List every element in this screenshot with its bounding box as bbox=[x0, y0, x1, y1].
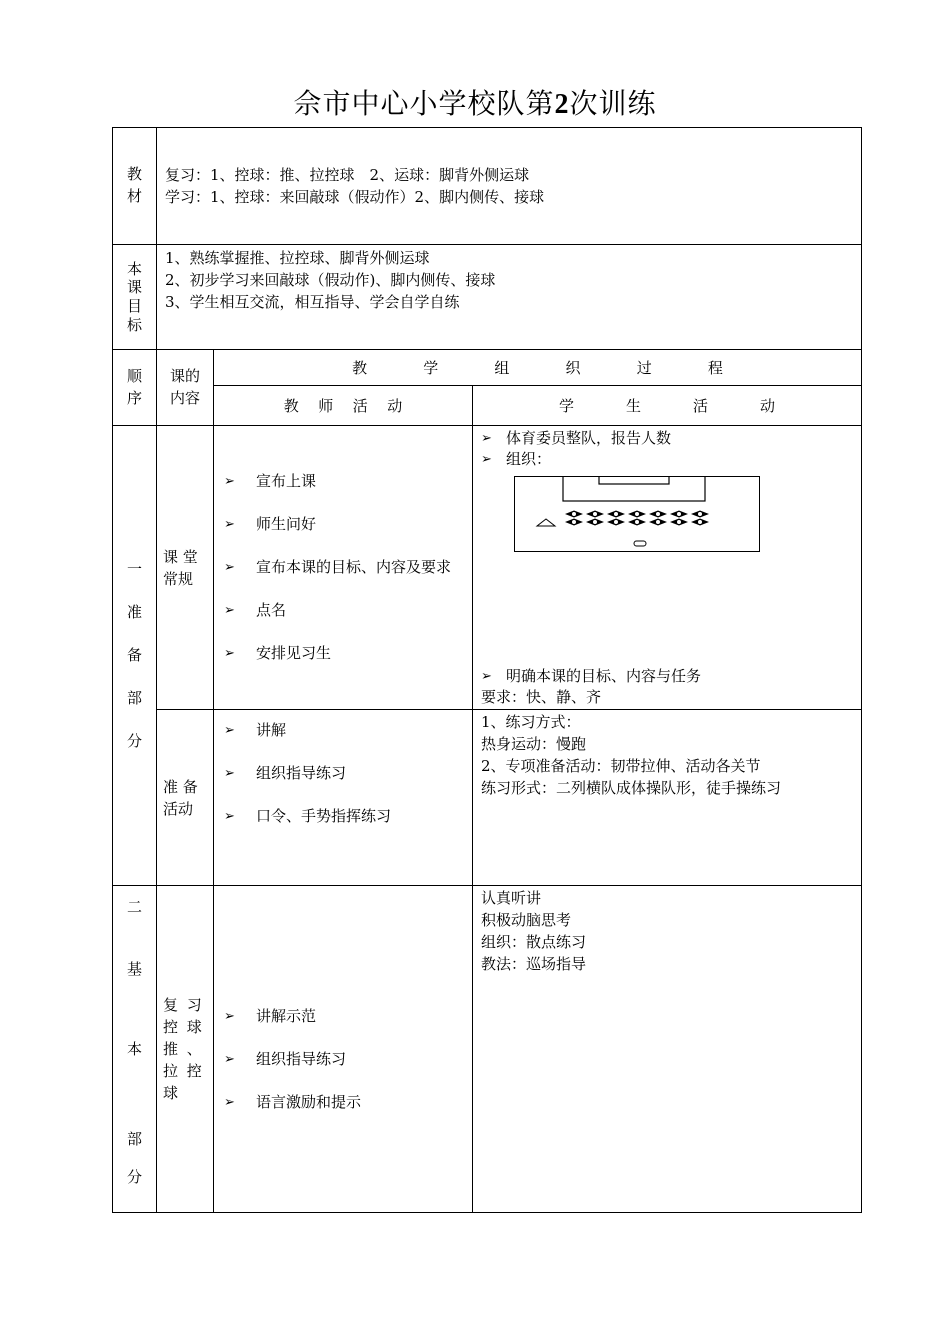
student-header-char: 动 bbox=[759, 397, 775, 415]
goal-item: 3、学生相互交流，相互指导、学会自学自练 bbox=[165, 293, 460, 311]
routine-row bbox=[113, 426, 862, 710]
textbook-label bbox=[113, 128, 157, 245]
player-center bbox=[593, 520, 597, 524]
warmup-student bbox=[473, 710, 862, 886]
teacher-item: ➢ 宣布本课的目标、内容及要求 bbox=[224, 558, 452, 576]
player-center bbox=[614, 520, 618, 524]
arrowhead-bullet-icon: ➢ bbox=[224, 646, 235, 661]
teacher-header-char: 师 bbox=[318, 397, 334, 415]
review-name bbox=[157, 886, 214, 1213]
arrowhead-bullet-icon: ➢ bbox=[481, 431, 492, 446]
part-label-char: 一 bbox=[126, 560, 142, 578]
arrowhead-bullet-icon: ➢ bbox=[224, 1051, 235, 1067]
part-label-char: 本 bbox=[126, 1040, 142, 1058]
ball-icon bbox=[634, 541, 646, 546]
order-header bbox=[113, 350, 157, 426]
routine-name: 课 堂 常规 bbox=[157, 426, 214, 710]
goals-row bbox=[113, 245, 862, 350]
arrowhead-bullet-icon: ➢ bbox=[224, 603, 235, 618]
teacher-item: ➢ 讲解 bbox=[224, 721, 287, 739]
process-header-char: 过 bbox=[636, 359, 652, 377]
basic-part-label bbox=[113, 886, 157, 1213]
content-header-line: 课的 bbox=[169, 366, 200, 385]
arrowhead-bullet-icon: ➢ bbox=[224, 560, 235, 575]
arrowhead-bullet-icon: ➢ bbox=[481, 669, 492, 684]
warmup-teacher bbox=[214, 710, 473, 886]
player-center bbox=[656, 512, 660, 516]
content-header bbox=[157, 350, 214, 426]
requirement-text: 要求：快、静、齐 bbox=[481, 688, 602, 706]
student-item: ➢ 组织： bbox=[481, 450, 552, 468]
part-label-char: 备 bbox=[126, 646, 142, 664]
process-header-char: 织 bbox=[565, 359, 581, 377]
student-line: 认真听讲 bbox=[481, 889, 542, 907]
page-title: 佘市中心小学校队第2次训练 bbox=[293, 87, 657, 120]
lesson-plan-table bbox=[112, 127, 862, 1213]
student-line: 1、练习方式： bbox=[481, 713, 581, 731]
arrowhead-bullet-icon: ➢ bbox=[224, 517, 235, 532]
textbook-row bbox=[113, 128, 862, 245]
teacher-item: ➢ 安排见习生 bbox=[224, 644, 332, 662]
content-header-line: 内容 bbox=[169, 388, 200, 407]
teacher-header-char: 活 bbox=[352, 397, 368, 415]
part-label-char: 分 bbox=[126, 732, 142, 750]
student-line: 教法：巡场指导 bbox=[481, 955, 587, 973]
process-header-char: 程 bbox=[707, 359, 723, 377]
textbook-label-char: 教 bbox=[126, 165, 142, 184]
review-name-line: 推 、 bbox=[163, 1040, 204, 1058]
player-center bbox=[572, 512, 576, 516]
arrowhead-bullet-icon: ➢ bbox=[224, 723, 235, 738]
player-center bbox=[572, 520, 576, 524]
teacher-item: ➢ 讲解示范 bbox=[224, 1006, 317, 1025]
teacher-item: ➢ 组织指导练习 bbox=[224, 764, 347, 782]
student-header-char: 活 bbox=[692, 397, 708, 415]
player-center bbox=[698, 512, 702, 516]
review-name-line: 控 球 bbox=[163, 1018, 204, 1036]
teacher-item: ➢ 语言激励和提示 bbox=[224, 1092, 362, 1111]
student-activity-header bbox=[473, 386, 862, 426]
process-header-char: 组 bbox=[494, 359, 510, 377]
arrowhead-bullet-icon: ➢ bbox=[224, 766, 235, 781]
goal-item: 1、熟练掌握推、拉控球、脚背外侧运球 bbox=[165, 249, 430, 267]
review-name-line: 球 bbox=[163, 1084, 181, 1102]
student-line: 2、专项准备活动：韧带拉伸、活动各关节 bbox=[481, 757, 761, 775]
basic-row bbox=[113, 886, 862, 1213]
goals-label-char: 标 bbox=[126, 315, 142, 334]
arrowhead-bullet-icon: ➢ bbox=[224, 1008, 235, 1024]
teacher-header-char: 教 bbox=[283, 397, 299, 415]
warmup-row bbox=[113, 710, 862, 886]
part-label-char: 二 bbox=[126, 898, 142, 916]
arrowhead-bullet-icon: ➢ bbox=[224, 809, 235, 824]
part-label-char: 准 bbox=[126, 603, 142, 621]
student-item: ➢ 体育委员整队，报告人数 bbox=[481, 429, 672, 447]
order-header-char: 顺 bbox=[126, 366, 142, 385]
review-name-line: 拉 控 bbox=[163, 1062, 204, 1080]
student-header-char: 学 bbox=[558, 397, 574, 415]
routine-student bbox=[473, 426, 862, 710]
player-row bbox=[565, 511, 709, 518]
player-center bbox=[593, 512, 597, 516]
formation-diagram-svg bbox=[515, 477, 759, 551]
player-center bbox=[656, 520, 660, 524]
arrowhead-bullet-icon: ➢ bbox=[224, 474, 235, 489]
goals-label-char: 课 bbox=[126, 278, 142, 297]
teacher-triangle-icon bbox=[537, 519, 555, 526]
student-line: 积极动脑思考 bbox=[481, 911, 572, 929]
goals-label-char: 本 bbox=[126, 259, 142, 278]
goals-content bbox=[157, 245, 862, 350]
player-center bbox=[698, 520, 702, 524]
review-name-line: 复 习 bbox=[163, 996, 204, 1014]
teacher-activity-header bbox=[214, 386, 473, 426]
subheader-row bbox=[113, 386, 862, 426]
review-teacher bbox=[214, 886, 473, 1213]
warmup-name: 准 备 活动 bbox=[157, 710, 214, 886]
teacher-item: ➢ 组织指导练习 bbox=[224, 1049, 347, 1068]
review-text: 复习：1、控球：推、拉控球 2、运球：脚背外侧运球 bbox=[165, 166, 530, 184]
player-center bbox=[635, 512, 639, 516]
goal-item: 2、初步学习来回敲球（假动作)、脚内侧传、接球 bbox=[165, 271, 496, 289]
player-center bbox=[677, 512, 681, 516]
formation-diagram bbox=[514, 476, 760, 552]
player-center bbox=[614, 512, 618, 516]
review-student bbox=[473, 886, 862, 1213]
prep-part-label bbox=[113, 426, 157, 886]
part-label-char: 部 bbox=[126, 1130, 142, 1148]
header-row bbox=[113, 350, 862, 386]
player-row bbox=[565, 519, 709, 526]
goal-shape bbox=[599, 477, 669, 484]
process-header-char: 教 bbox=[352, 359, 368, 377]
teacher-item: ➢ 口令、手势指挥练习 bbox=[224, 807, 392, 825]
teacher-header-char: 动 bbox=[387, 397, 403, 415]
textbook-content bbox=[157, 128, 862, 245]
part-label-char: 部 bbox=[126, 689, 142, 707]
teacher-item: ➢ 点名 bbox=[224, 601, 287, 619]
arrowhead-bullet-icon: ➢ bbox=[481, 452, 492, 467]
order-header-char: 序 bbox=[126, 388, 142, 407]
student-item: ➢ 明确本课的目标、内容与任务 bbox=[481, 667, 702, 685]
goals-label bbox=[113, 245, 157, 350]
teacher-item: ➢ 宣布上课 bbox=[224, 472, 317, 490]
arrowhead-bullet-icon: ➢ bbox=[224, 1094, 235, 1110]
learn-text: 学习：1、控球：来回敲球（假动作）2、脚内侧传、接球 bbox=[165, 188, 545, 206]
routine-teacher bbox=[214, 426, 473, 710]
part-label-char: 基 bbox=[126, 960, 142, 978]
process-header bbox=[214, 350, 862, 386]
player-center bbox=[635, 520, 639, 524]
student-line: 热身运动：慢跑 bbox=[481, 735, 587, 753]
student-line: 练习形式：二列横队成体操队形，徒手操练习 bbox=[481, 779, 782, 797]
student-header-char: 生 bbox=[625, 397, 641, 415]
goal-area-shape bbox=[563, 477, 705, 501]
teacher-item: ➢ 师生问好 bbox=[224, 515, 317, 533]
player-center bbox=[677, 520, 681, 524]
student-line: 组织：散点练习 bbox=[481, 933, 587, 951]
goals-label-char: 目 bbox=[126, 297, 142, 315]
process-header-char: 学 bbox=[423, 359, 439, 377]
textbook-label-char: 材 bbox=[126, 187, 142, 205]
part-label-char: 分 bbox=[126, 1168, 142, 1186]
